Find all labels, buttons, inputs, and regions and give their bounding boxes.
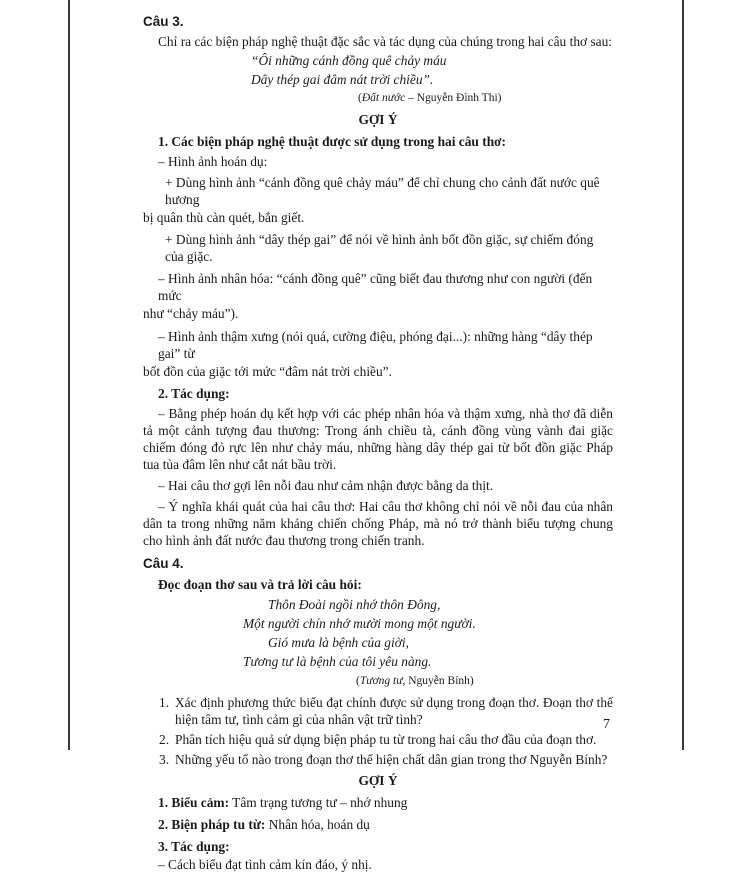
- q4-answer-3-label: 3. Tác dụng:: [158, 839, 230, 854]
- q4-question-2: [143, 731, 613, 748]
- q4-question-text: Những yếu tố nào trong đoạn thơ thể hiện chất dân gian trong thơ Nguyễn Bính?: [175, 752, 608, 767]
- q3-source-title: Đất nước: [361, 92, 406, 104]
- q3-source: (Đất nước – Nguyễn Đình Thi): [358, 92, 502, 104]
- q4-question-text: Phân tích hiệu quả sử dụng biện pháp tu từ trong hai câu thơ đầu của đoạn thơ.: [175, 732, 597, 747]
- q3-poem-line-2: Dây thép gai đâm nát trời chiều”.: [251, 72, 434, 87]
- q4-answer-2-text: Nhân hóa, hoán dụ: [265, 817, 370, 832]
- q4-question-text: Xác định phương thức biểu đạt chính được sử dụng trong đoạn thơ. Đoạn thơ thể hiện tâm tư, tình cảm gì của nhân vật trữ tình?: [175, 695, 613, 727]
- q4-question-3: [143, 751, 613, 768]
- page-number: 7: [603, 717, 610, 732]
- q4-source-title: Tương tư: [359, 675, 403, 687]
- q4-question-number: 3.: [159, 752, 170, 767]
- q3-section1-title: 1. Các biện pháp nghệ thuật được sử dụng trong hai câu thơ:: [158, 134, 507, 149]
- page-left-edge: [68, 0, 70, 750]
- q4-answer-3-item: – Cách biểu đạt tình cảm kín đáo, ý nhị.: [158, 857, 372, 872]
- q3-hyperbole-line1: – Hình ảnh thậm xưng (nói quá, cường điệu, phóng đại...): những hàng “dây thép gai” từ: [158, 329, 593, 361]
- q4-question-number: 1.: [159, 695, 170, 710]
- q3-effect-2: – Hai câu thơ gợi lên nỗi đau như cảm nhận được bằng da thịt.: [158, 478, 494, 493]
- q3-effect-1: – Bằng phép hoán dụ kết hợp với các phép nhân hóa và thậm xưng, nhà thơ đã diễn tả một cảnh tượng đau thương: Trong ánh chiều tà, cánh đồng vùng vành đai giặc chiếm đóng đỏ rực lên như chảy máu, những hàng dây thép gai từ bốt đồn giặc Pháp tua tủa đâm lên như cắt nát bầu trời.: [143, 406, 613, 472]
- q3-personification-line1: – Hình ảnh nhân hóa: “cánh đồng quê” cũng biết đau thương như con người (đến mức: [158, 271, 593, 303]
- q4-source-author: , Nguyễn Bính): [402, 675, 474, 687]
- q3-heading: Câu 3.: [143, 14, 184, 29]
- q4-answer-2: [143, 816, 613, 833]
- q3-prompt: Chỉ ra các biện pháp nghệ thuật đặc sắc và tác dụng của chúng trong hai câu thơ sau:: [158, 34, 613, 49]
- q3-metonymy-a-line2: bị quân thù càn quét, bắn giết.: [143, 210, 305, 225]
- q3-poem-line-1: “Ôi những cánh đồng quê chảy máu: [251, 53, 447, 68]
- q4-prompt: Đọc đoạn thơ sau và trả lời câu hỏi:: [158, 577, 362, 592]
- page-right-edge: [682, 0, 684, 750]
- q3-metonymy-b: + Dùng hình ảnh “dây thép gai” để nói về hình ảnh bốt đồn giặc, sự chiếm đóng của giặc.: [165, 232, 594, 264]
- q4-hint-title: GỢI Ý: [358, 773, 398, 788]
- q4-poem-line-4: Tương tư là bệnh của tôi yêu nàng.: [243, 654, 432, 669]
- q4-heading: Câu 4.: [143, 556, 184, 571]
- q3-effect-3: – Ý nghĩa khái quát của hai câu thơ: Hai câu thơ không chỉ nói về nỗi đau của nhân dân ta trong những năm kháng chiến chống Pháp, mà nó trở thành biểu tượng chung cho hình ảnh đất nước đau thương trong chiến tranh.: [143, 499, 613, 548]
- q3-section2-title: 2. Tác dụng:: [158, 386, 230, 401]
- q4-poem-line-2: Một người chín nhớ mười mong một người.: [243, 616, 476, 631]
- q3-hyperbole-line2: bốt đồn của giặc tới mức “đâm nát trời chiều”.: [143, 364, 392, 379]
- q3-personification-line2: như “chảy máu”).: [143, 306, 239, 321]
- q3-hint-title: GỢI Ý: [358, 112, 398, 127]
- q4-answer-1-text: Tâm trạng tương tư – nhớ nhung: [229, 795, 408, 810]
- q3-metonymy-a-line1: + Dùng hình ảnh “cánh đồng quê chảy máu” để chỉ chung cho cảnh đất nước quê hương: [165, 175, 600, 207]
- q4-answer-2-label: 2. Biện pháp tu từ:: [158, 817, 266, 832]
- q4-answer-1: [143, 794, 613, 811]
- q4-poem-line-3: Gió mưa là bệnh của giời,: [268, 635, 409, 650]
- q4-answer-1-label: 1. Biểu cảm:: [158, 795, 230, 810]
- q4-poem-line-1: Thôn Đoài ngồi nhớ thôn Đông,: [268, 597, 441, 612]
- q4-question-number: 2.: [159, 732, 170, 747]
- page-content: [143, 10, 613, 873]
- q3-metonymy: – Hình ảnh hoán dụ:: [158, 154, 268, 169]
- q4-source: (Tương tư, Nguyễn Bính): [356, 675, 474, 687]
- q4-question-1: [143, 694, 613, 728]
- q3-source-author: – Nguyễn Đình Thi): [405, 92, 502, 104]
